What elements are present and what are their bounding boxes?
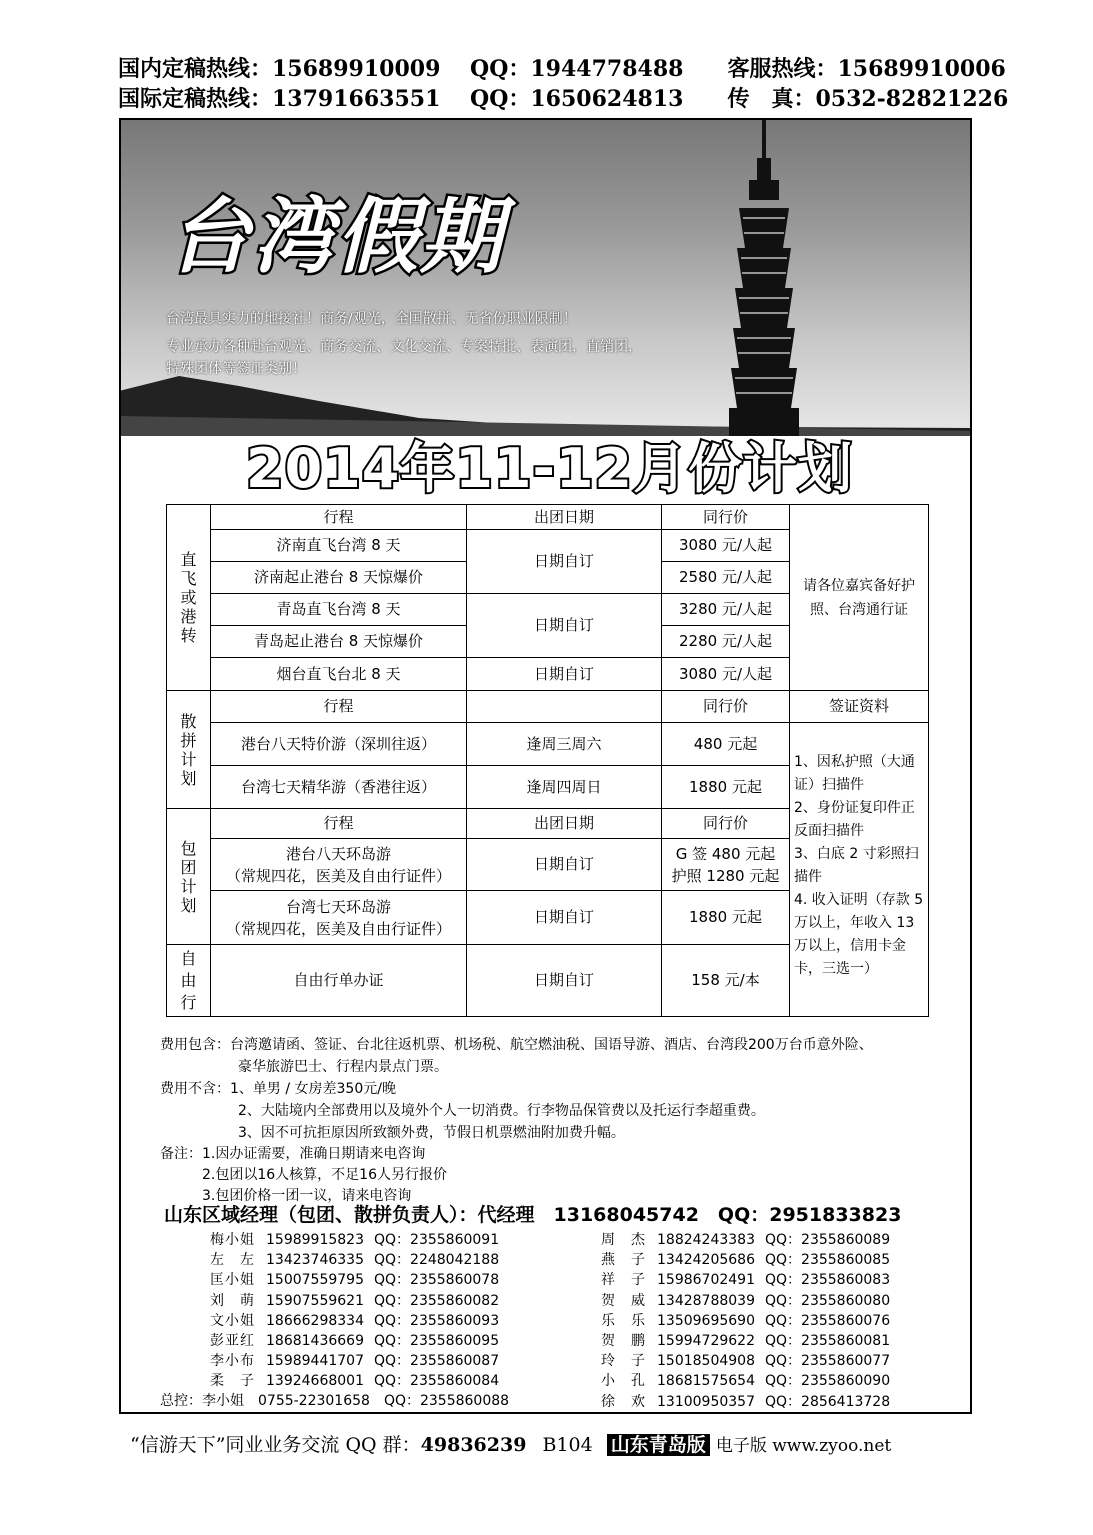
contact-phone: 15994729622 xyxy=(657,1333,755,1349)
supervisor-contact: 总控：李小姐 0755-22301658 QQ：2355860088 xyxy=(160,1393,510,1409)
date-cell: 日期自订 xyxy=(467,891,662,945)
contact-row xyxy=(210,1370,499,1390)
contact-phone: 15989915823 xyxy=(266,1232,364,1248)
banner-line-2: 专业承办各种赴台观光、商务交流、文化交流、专案特批、表演团，直销团， xyxy=(166,339,642,355)
contact-phone: 13100950357 xyxy=(657,1393,755,1410)
banner-title: 台湾假期 xyxy=(168,190,504,285)
header-date: 出团日期 xyxy=(467,809,662,839)
contact-row xyxy=(601,1391,890,1411)
contact-row xyxy=(601,1229,890,1249)
banner-line-3: 特殊团体等签证类别！ xyxy=(166,361,306,377)
header-visa: 签证资料 xyxy=(790,691,929,723)
footer xyxy=(130,1430,891,1457)
contact-row xyxy=(601,1350,890,1370)
date-cell: 逢周三周六 xyxy=(467,723,662,766)
contact-qq: QQ：2355860076 xyxy=(765,1312,891,1329)
contact-name: 匡小姐 xyxy=(210,1272,255,1289)
contact-phone: 15018504908 xyxy=(657,1353,755,1370)
contact-qq: QQ：2248042188 xyxy=(374,1252,500,1269)
contact-phone: 15986702491 xyxy=(657,1272,755,1289)
visa-requirements: 1、因私护照（大通证）扫描件 2、身份证复印件正反面扫描件 3、白底 2 寸彩照扫描件 4. 收入证明（存款 5 万以上，年收入 13 万以上，信用卡金卡，三选一） xyxy=(790,723,929,1017)
footer-page: B104 xyxy=(542,1434,593,1456)
contact-qq: QQ：2355860080 xyxy=(765,1292,891,1309)
contact-qq: QQ：2355860083 xyxy=(765,1272,891,1289)
header-route: 行程 xyxy=(211,505,467,530)
price-cell: G 签 480 元起 护照 1280 元起 xyxy=(662,839,790,891)
contact-qq: QQ：2355860078 xyxy=(374,1272,500,1289)
regional-manager: 山东区域经理（包团、散拼负责人）：代经理 13168045742 QQ：2951833823 xyxy=(164,1204,902,1226)
table-row xyxy=(167,723,929,766)
date-cell: 日期自订 xyxy=(467,658,662,691)
route-cell: 台湾七天环岛游 （常规四花，医美及自由行证件） xyxy=(211,891,467,945)
route-cell: 青岛起止港台 8 天惊爆价 xyxy=(211,626,467,658)
fee-included-2: 豪华旅游巴士、行程内景点门票。 xyxy=(238,1059,448,1075)
contact-row xyxy=(601,1269,890,1289)
contact-phone: 13423746335 xyxy=(266,1252,364,1269)
footer-qq-group: 49836239 xyxy=(420,1434,527,1456)
header-route: 行程 xyxy=(211,691,467,723)
date-cell: 日期自订 xyxy=(467,594,662,658)
route-cell: 烟台直飞台北 8 天 xyxy=(211,658,467,691)
contact-row xyxy=(210,1229,499,1249)
contact-row xyxy=(210,1269,499,1289)
contact-name: 彭亚红 xyxy=(210,1333,255,1349)
contact-qq: QQ：2355860089 xyxy=(765,1232,891,1248)
header-route: 行程 xyxy=(211,809,467,839)
header-price: 同行价 xyxy=(662,505,790,530)
route-cell: 港台八天环岛游 （常规四花，医美及自由行证件） xyxy=(211,839,467,891)
price-cell: 1880 元起 xyxy=(662,891,790,945)
contact-qq: QQ：2355860081 xyxy=(765,1333,891,1349)
contact-phone: 15007559795 xyxy=(266,1272,364,1289)
price-cell: 3280 元/人起 xyxy=(662,594,790,626)
route-cell: 青岛直飞台湾 8 天 xyxy=(211,594,467,626)
contact-phone: 18666298334 xyxy=(266,1312,364,1329)
contact-qq: QQ：2355860095 xyxy=(374,1333,500,1349)
fee-included-1: 费用包含：台湾邀请函、签证、台北往返机票、机场税、航空燃油税、国语导游、酒店、台湾段200万台币意外险、 xyxy=(160,1037,873,1053)
contact-name: 李小布 xyxy=(210,1353,255,1370)
contact-qq: QQ：2355860085 xyxy=(765,1252,891,1269)
contact-qq: QQ：2355860077 xyxy=(765,1353,891,1370)
banner-line-1: 台湾最具实力的地接社！商务/观光，全国散拼、无省份职业限制！ xyxy=(166,311,577,327)
header-price: 同行价 xyxy=(662,691,790,723)
group-charter: 包团计划 xyxy=(167,809,211,945)
contact-row xyxy=(210,1350,499,1370)
contact-qq: QQ：2355860087 xyxy=(374,1353,500,1370)
contact-name: 左 左 xyxy=(210,1252,255,1269)
fee-excluded-2: 2、大陆境内全部费用以及境外个人一切消费。行李物品保管费以及托运行李超重费。 xyxy=(238,1103,765,1119)
contact-phone: 18681436669 xyxy=(266,1333,364,1349)
remark-3: 3.包团价格一团一议，请来电咨询 xyxy=(202,1188,412,1204)
contact-row xyxy=(601,1310,890,1330)
date-cell: 日期自订 xyxy=(467,945,662,1017)
price-cell: 2280 元/人起 xyxy=(662,626,790,658)
contact-qq: QQ：2355860084 xyxy=(374,1373,500,1390)
contact-name: 乐 乐 xyxy=(601,1312,646,1329)
table-row xyxy=(167,505,929,530)
contact-phone: 13924668001 xyxy=(266,1373,364,1390)
contact-phone: 15907559621 xyxy=(266,1292,364,1309)
contact-phone: 13509695690 xyxy=(657,1312,755,1329)
header-date: 出团日期 xyxy=(467,505,662,530)
route-cell: 济南直飞台湾 8 天 xyxy=(211,530,467,562)
route-cell: 自由行单办证 xyxy=(211,945,467,1017)
contact-qq: QQ：2355860093 xyxy=(374,1312,500,1329)
footer-site: 电子版 www.zyoo.net xyxy=(715,1436,892,1456)
contact-qq: QQ：2355860091 xyxy=(374,1232,500,1248)
contact-row xyxy=(601,1370,890,1390)
contact-phone: 18681575654 xyxy=(657,1373,755,1390)
date-cell: 日期自订 xyxy=(467,530,662,594)
contact-row xyxy=(210,1330,499,1350)
contact-name: 文小姐 xyxy=(210,1312,255,1329)
contact-name: 柔 子 xyxy=(210,1373,255,1390)
fee-excluded-1: 费用不含：1、单男 / 女房差350元/晚 xyxy=(160,1081,396,1097)
contact-name: 梅小姐 xyxy=(210,1232,255,1248)
price-cell: 158 元/本 xyxy=(662,945,790,1017)
remark-2: 2.包团以16人核算，不足16人另行报价 xyxy=(202,1167,447,1183)
contact-row xyxy=(601,1330,890,1350)
contact-qq: QQ：2355860090 xyxy=(765,1373,891,1390)
passport-note: 请各位嘉宾备好护照、台湾通行证 xyxy=(790,505,929,691)
contact-row xyxy=(210,1290,499,1310)
group-free: 自由行 xyxy=(167,945,211,1017)
contact-name: 贺 鹏 xyxy=(601,1333,646,1349)
contact-phone: 13424205686 xyxy=(657,1252,755,1269)
contact-qq: QQ：2856413728 xyxy=(765,1393,891,1410)
price-cell: 3080 元/人起 xyxy=(662,530,790,562)
remark-1: 备注：1.因办证需要，准确日期请来电咨询 xyxy=(160,1146,426,1162)
price-cell: 2580 元/人起 xyxy=(662,562,790,594)
contact-row xyxy=(601,1249,890,1269)
route-cell: 台湾七天精华游（香港往返） xyxy=(211,766,467,809)
contact-name: 贺 威 xyxy=(601,1292,646,1309)
price-cell: 3080 元/人起 xyxy=(662,658,790,691)
date-cell: 日期自订 xyxy=(467,839,662,891)
header-line-2: 国际定稿热线：13791663551 QQ：1650624813 传 真：0532-82821226 xyxy=(118,86,1009,112)
price-cell: 1880 元起 xyxy=(662,766,790,809)
group-scattered: 散拼计划 xyxy=(167,691,211,809)
route-cell: 港台八天特价游（深圳往返） xyxy=(211,723,467,766)
contact-row xyxy=(601,1290,890,1310)
itinerary-table xyxy=(166,504,929,1017)
group-direct: 直飞或港转 xyxy=(167,505,211,691)
footer-text: “信游天下”同业业务交流 QQ 群： xyxy=(130,1434,421,1456)
header-price: 同行价 xyxy=(662,809,790,839)
contact-name: 玲 子 xyxy=(601,1353,646,1370)
contact-name: 祥 子 xyxy=(601,1272,646,1289)
contact-name: 周 杰 xyxy=(601,1232,646,1248)
contact-name: 刘 萌 xyxy=(210,1292,255,1309)
contact-name: 徐 欢 xyxy=(601,1393,646,1410)
contact-row xyxy=(210,1249,499,1269)
contact-name: 燕 子 xyxy=(601,1252,646,1269)
price-cell: 480 元起 xyxy=(662,723,790,766)
date-cell: 逢周四周日 xyxy=(467,766,662,809)
contact-phone: 13428788039 xyxy=(657,1292,755,1309)
contact-row xyxy=(210,1310,499,1330)
header-date-empty xyxy=(467,691,662,723)
header-line-1: 国内定稿热线：15689910009 QQ：1944778488 客服热线：15689910006 xyxy=(118,56,1006,82)
table-row xyxy=(167,691,929,723)
contact-phone: 15989441707 xyxy=(266,1353,364,1370)
route-cell: 济南起止港台 8 天惊爆价 xyxy=(211,562,467,594)
footer-edition-badge: 山东青岛版 xyxy=(607,1434,710,1456)
contact-name: 小 孔 xyxy=(601,1373,646,1390)
fee-excluded-3: 3、因不可抗拒原因所致额外费，节假日机票燃油附加费升幅。 xyxy=(238,1125,625,1141)
contact-qq: QQ：2355860082 xyxy=(374,1292,500,1309)
contact-phone: 18824243383 xyxy=(657,1232,755,1248)
plan-title: 2014年11-12月份计划 xyxy=(246,437,853,500)
